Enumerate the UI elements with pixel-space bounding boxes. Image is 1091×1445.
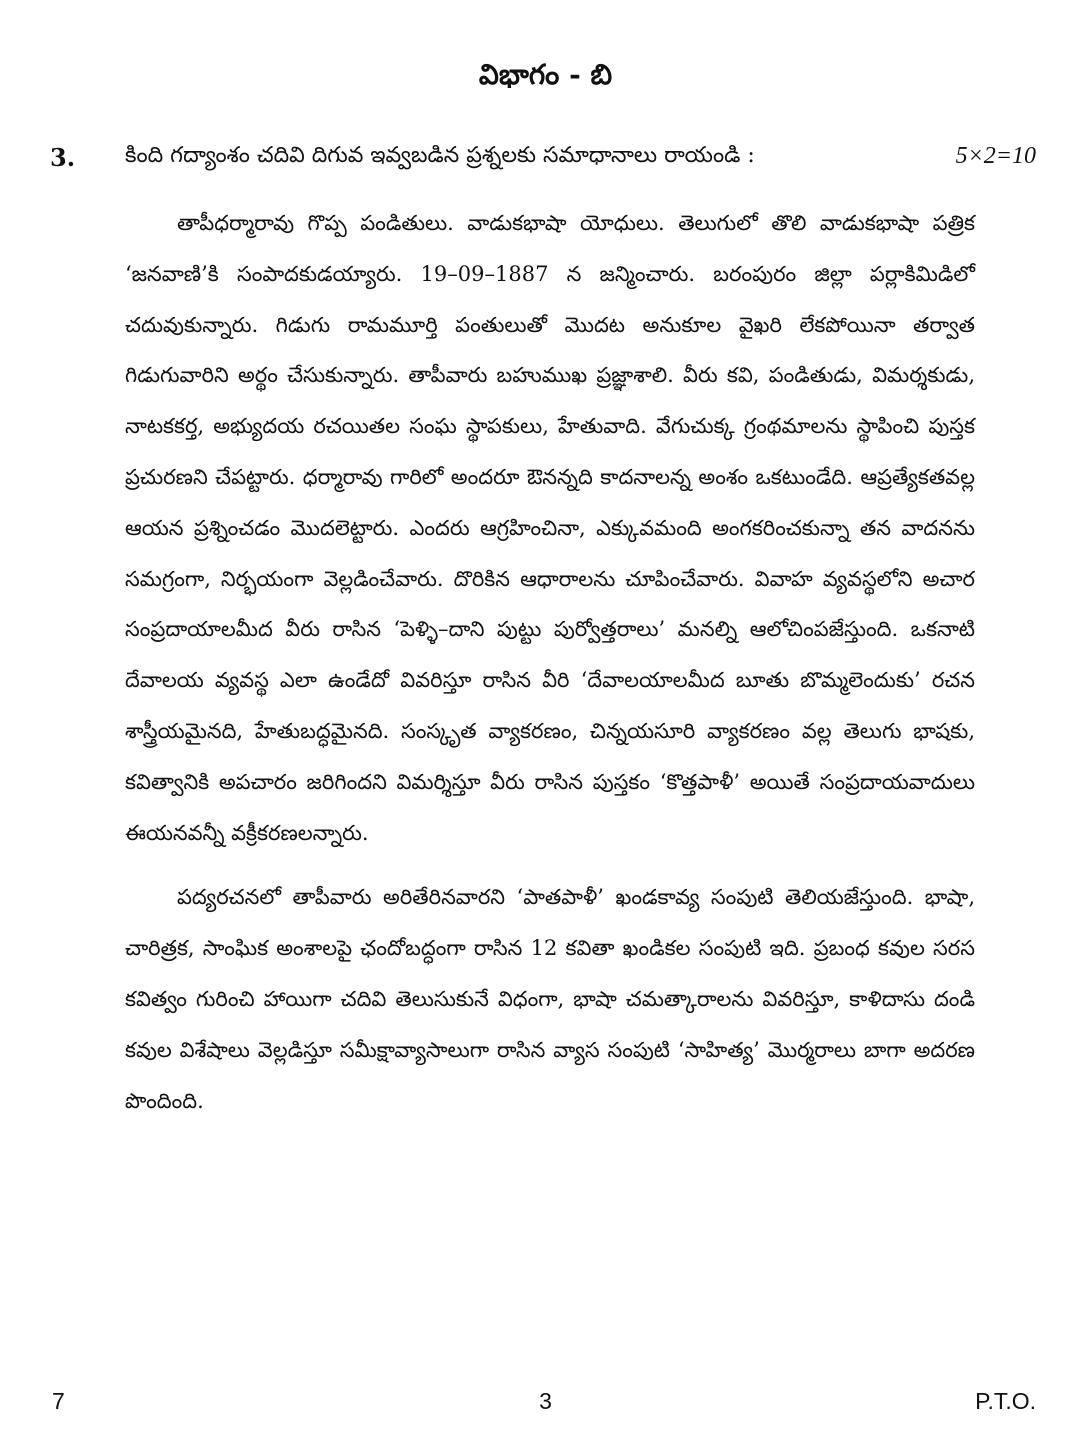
paper-code: 7 <box>52 1388 65 1414</box>
page-number: 3 <box>539 1388 552 1414</box>
passage <box>125 198 975 1126</box>
question-number: 3. <box>50 143 76 172</box>
section-title: విభాగం - బి <box>478 58 613 91</box>
question-instruction: కింది గద్యాంశం చదివి దిగువ ఇవ్వబడిన ప్రశ్నలకు సమాధానాలు రాయండి : <box>125 143 755 168</box>
please-turn-over: P.T.O. <box>975 1388 1036 1414</box>
question-marks: 5×2=10 <box>955 143 1036 169</box>
passage-paragraph: పద్యరచనలో తాపీవారు అరితేరినవారని ‘పాతపాళీ’ ఖండకావ్య సంపుటి తెలియజేస్తుంది. భాషా, చారిత్రక, సాంఘిక అంశాలపై ఛందోబద్ధంగా రాసిన 12 కవితా ఖండికల సంపుటి ఇది. ప్రబంధ కవుల సరస కవిత్వం గురించి హాయిగా చదివి తెలుసుకునే విధంగా, భాషా చమత్కారాలను వివరిస్తూ, కాళిదాసు దండి కవుల విశేషాలు వెల్లడిస్తూ సమీక్షావ్యాసాలుగా రాసిన వ్యాస సంపుటి ‘సాహిత్య’ మొర్మరాలు బాగా అదరణ పొందింది. <box>125 885 975 1113</box>
passage-paragraph: తాపీధర్మారావు గొప్ప పండితులు. వాడుకభాషా యోధులు. తెలుగులో తొలి వాడుకభాషా పత్రిక ‘జనవాణి’కి సంపాదకుడయ్యారు. 19–09–1887 న జన్మించారు. బరంపురం జిల్లా పర్లాకిమిడిలో చదువుకున్నారు. గిడుగు రామమూర్తి పంతులుతో మొదట అనుకూల వైఖరి లేకపోయినా తర్వాత గిడుగువారిని అర్థం చేసుకున్నారు. తాపీవారు బహుముఖ ప్రజ్ఞాశాలి. వీరు కవి, పండితుడు, విమర్శకుడు, నాటకకర్త, అభ్యుదయ రచయితల సంఘ స్థాపకులు, హేతువాది. వేగుచుక్క గ్రంథమాలను స్థాపించి పుస్తక ప్రచురణని చేపట్టారు. ధర్మారావు గారిలో అందరూ ఔనన్నది కాదనాలన్న అంశం ఒకటుండేది. ఆప్రత్యేకతవల్ల ఆయన ప్రశ్నించడం మొదలెట్టారు. ఎందరు ఆగ్రహించినా, ఎక్కువమంది అంగకరించకున్నా తన వాదనను సమగ్రంగా, నిర్భయంగా వెల్లడించేవారు. దొరికిన ఆధారాలను చూపించేవారు. వివాహ వ్యవస్థలోని అచార సంప్రదాయాలమీద వీరు రాసిన ‘పెళ్ళి–దాని పుట్టు పుర్వోత్తరాలు’ మనల్ని ఆలోచింపజేస్తుంది. ఒకనాటి దేవాలయ వ్యవస్థ ఎలా ఉండేదో వివరిస్తూ రాసిన వీరి ‘దేవాలయాలమీద బూతు బొమ్మలెందుకు’ రచన శాస్త్రీయమైనది, హేతుబద్ధమైనది. సంస్కృత వ్యాకరణం, చిన్నయసూరి వ్యాకరణం వల్ల తెలుగు భాషకు, కవిత్వానికి అపచారం జరిగిందని విమర్శిస్తూ వీరు రాసిన పుస్తకం ‘కొత్తపాళీ’ అయితే సంప్రదాయవాదులు ఈయనవన్నీ వక్రీకరణలన్నారు. <box>125 211 975 845</box>
